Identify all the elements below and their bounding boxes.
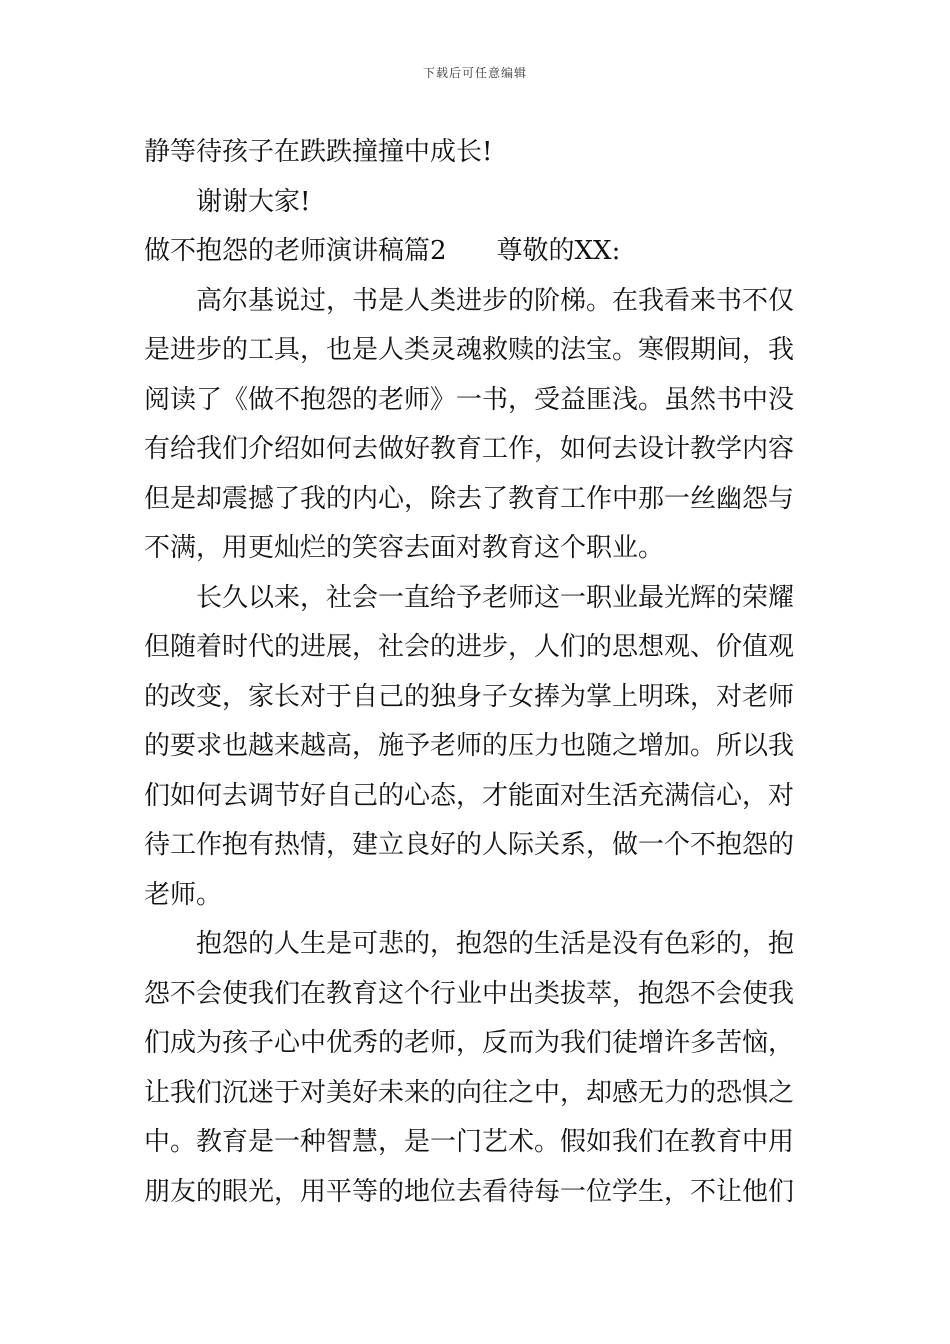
paragraph-line: 中。教育是一种智慧，是一门艺术。假如我们在教育中用 bbox=[144, 1127, 795, 1157]
paragraph-line: 朋友的眼光，用平等的地位去看待每一位学生，不让他们 bbox=[144, 1176, 795, 1207]
text-line: 静等待孩子在跌跌撞撞中成长! bbox=[144, 137, 493, 167]
closing-line: 谢谢大家! bbox=[196, 186, 311, 217]
paragraph-line: 但是却震撼了我的内心，除去了教育工作中那一丝幽怨与 bbox=[144, 483, 795, 514]
paragraph-line: 但随着时代的进展，社会的进步，人们的思想观、价值观 bbox=[144, 632, 795, 662]
section-title: 做不抱怨的老师演讲稿篇2 bbox=[144, 236, 447, 266]
paragraph-line: 有给我们介绍如何去做好教育工作，如何去设计教学内容 bbox=[144, 434, 795, 464]
paragraph-line: 老师。 bbox=[144, 879, 223, 910]
paragraph-line: 待工作抱有热情，建立良好的人际关系，做一个不抱怨的 bbox=[144, 830, 795, 860]
paragraph-line: 的要求也越来越高，施予老师的压力也随之增加。所以我 bbox=[144, 731, 795, 761]
paragraph-line: 的改变，家长对于自己的独身子女捧为掌上明珠，对老师 bbox=[144, 681, 795, 712]
paragraph-line: 长久以来，社会一直给予老师这一职业最光辉的荣耀 bbox=[196, 582, 795, 613]
paragraph-line: 怨不会使我们在教育这个行业中出类拔萃，抱怨不会使我 bbox=[144, 978, 795, 1009]
paragraph-line: 不满，用更灿烂的笑容去面对教育这个职业。 bbox=[144, 533, 665, 563]
paragraph-line: 阅读了《做不抱怨的老师》一书，受益匪浅。虽然书中没 bbox=[144, 384, 795, 415]
section-heading-line bbox=[144, 227, 814, 277]
page-header: 下载后可任意编辑 bbox=[422, 66, 527, 80]
paragraph-line: 让我们沉迷于对美好未来的向往之中，却感无力的恐惧之 bbox=[144, 1077, 795, 1108]
paragraph-line: 们成为孩子心中优秀的老师，反而为我们徒增许多苦恼， bbox=[144, 1028, 795, 1058]
salutation: 尊敬的XX: bbox=[496, 236, 621, 266]
paragraph-line: 抱怨的人生是可悲的，抱怨的生活是没有色彩的，抱 bbox=[196, 929, 795, 959]
paragraph-line: 们如何去调节好自己的心态，才能面对生活充满信心，对 bbox=[144, 780, 795, 811]
paragraph-line: 高尔基说过，书是人类进步的阶梯。在我看来书不仅 bbox=[196, 285, 795, 316]
document-body bbox=[144, 128, 814, 1217]
paragraph-line: 是进步的工具，也是人类灵魂救赎的法宝。寒假期间，我 bbox=[144, 335, 795, 365]
